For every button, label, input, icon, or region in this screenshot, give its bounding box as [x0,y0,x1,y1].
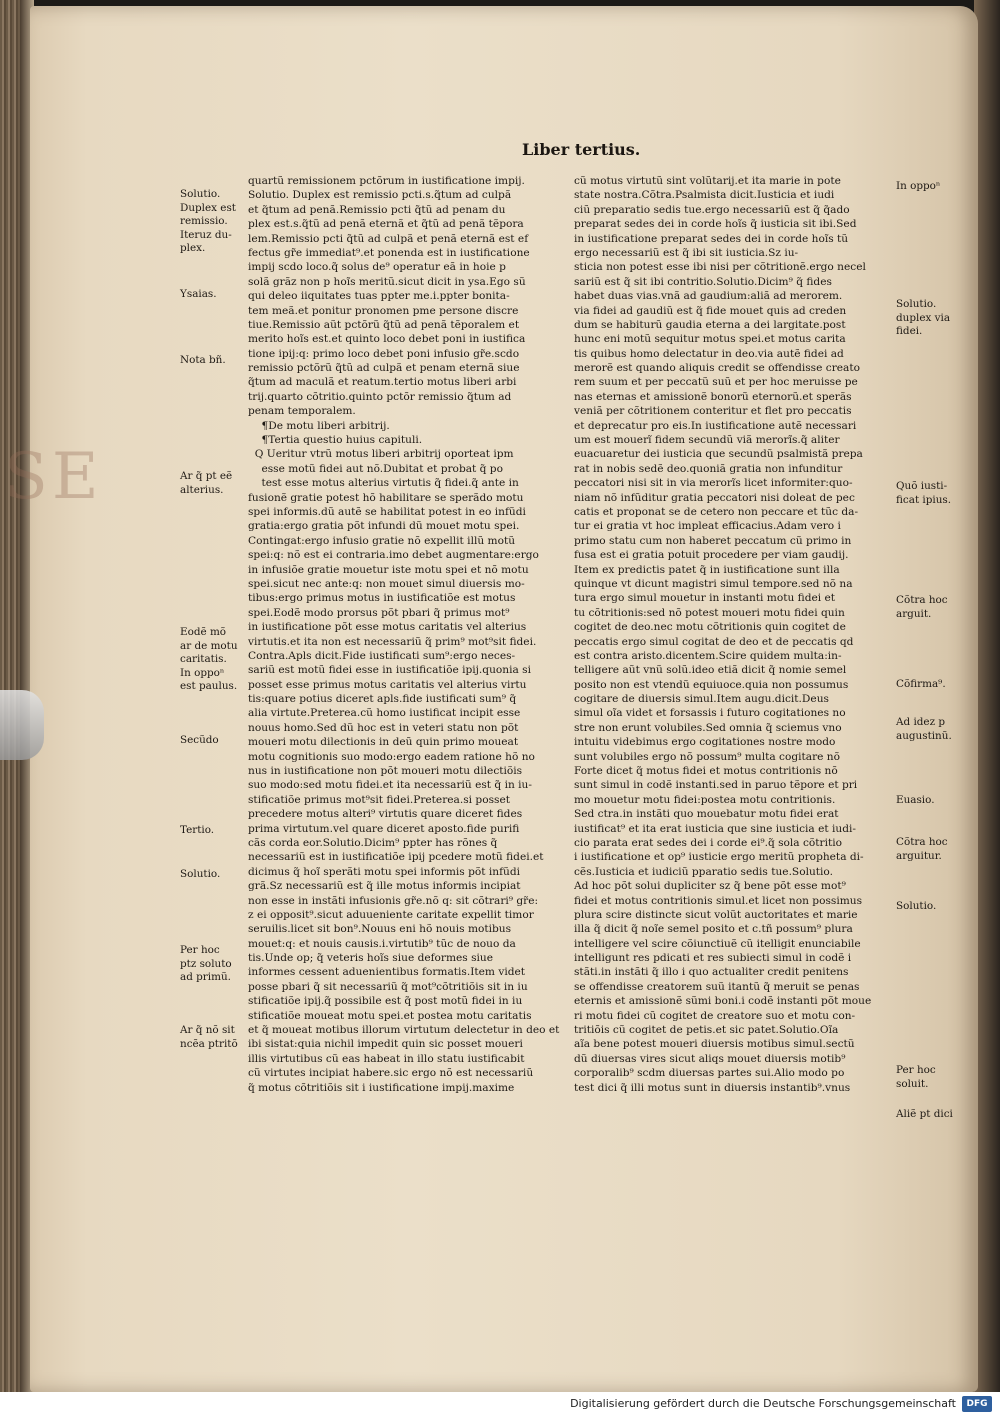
text-line-right: via fidei ad gaudiũ est q̃ fide mouet quis ad creden [574,304,847,317]
gloss-confirmatur: Cõfirma⁹. [896,678,946,690]
text-line-left: motu cognitionis suo modo:ergo eadem ratione hõ no [248,750,535,763]
gloss-per-hoc-soluit: Per hoc soluit. [896,1064,936,1090]
text-line-left: alia virtute.Preterea.cũ homo iustificat incipit esse [248,707,521,720]
text-line-right: eternis et amissionẽ sũmi boni.i codẽ instanti põt moue [574,995,872,1008]
text-line-left: tis.Unde op; q̃ veteris hoĩs siue deformes siue [248,952,494,965]
text-line-right: stãti.in instãti q̃ illo i quo actualiter credit penitens [574,966,849,979]
text-line-right: posito non est vtendũ equiuoce.quia non possumus [574,678,849,691]
text-line-right: in iustificatione preparat sedes dei in corde hoĩs tũ [574,232,849,245]
text-line-left: nouus homo.Sed dũ hoc est in veteri statu non põt [248,721,519,734]
text-line-left: suo modo:sed motu fidei.et ita necessariũ est q̃ in iu- [248,779,532,792]
gloss-quo-iustificat: Quõ iusti- ficat ipius. [896,480,952,506]
text-line-left: plex est.s.q̃tũ ad penã eternã et q̃tũ ad penã tẽpora [248,218,524,231]
text-line-left: nus in iustificatione non põt moueri motu dilectiõis [248,765,523,778]
text-line-left: posset esse primus motus caritatis vel alterius virtu [248,678,527,691]
text-line-right: tu cõtritionis:sed nõ potest moueri motu fidei quin [574,606,845,619]
text-line-left: Contingat:ergo infusio gratie nõ expellit illũ motũ [248,534,516,547]
text-line-left: merito hoĩs est.et quinto loco debet poni in iustifica [248,333,526,346]
text-line-right: aĩa bene potest moueri diuersis motibus simul.sectũ [574,1038,855,1051]
text-line-right: telligere aũt vnũ solũ.ideo etiã dicit q̃ nomie semel [574,664,847,677]
text-line-right: state nostra.Cõtra.Psalmista dicit.Iusticia et iudi [574,189,835,202]
dfg-logo: DFG [962,1396,992,1412]
text-line-right: fusa est ei gratia potuit procedere per viam gaudij. [574,549,849,562]
footer-bar [0,1392,1000,1418]
text-line-left: ibi sistat:quia nichil impedit quin sic posset moueri [248,1038,523,1051]
bleed-through-text: SE [4,440,103,514]
text-line-right: primo statu cum non haberet peccatum cũ primo in [574,534,852,547]
text-line-right: cio parata erat sedes dei i corde ei⁹.q̃ sola cõtritio [574,836,843,849]
text-line-left: grã.Sz necessariũ est q̃ ille motus informis incipiat [248,880,521,893]
text-line-left: impij scdo loco.q̃ solus de⁹ operatur eã in hoie p [248,261,506,274]
text-line-left: stificatiõe ipij.q̃ possibile est q̃ post motũ fidei in iu [248,995,523,1008]
text-line-left: q̃ motus cõtritiõis sit i iustificatione impij.maxime [248,1081,515,1094]
text-line-right: plura scire distincte sicut volũt auctoritates et marie [574,908,858,921]
text-line-right: euacuaretur dei iusticia que secundũ psalmistã prepa [574,448,863,461]
text-line-left: Contra.Apls dicit.Fide iustificati sum⁹:ergo neces- [248,649,516,662]
text-line-left: spei.sicut nec ante:q: non mouet simul diuersis mo- [248,577,525,590]
text-line-right: sunt volubiles ergo nõ possum⁹ multa cogitare nõ [574,750,841,763]
text-line-right: sunt simul in codẽ instanti.sed in paruo tẽpore et pri [574,779,858,792]
text-line-right: simul oĩa videt et forsassis i futuro cogitationes no [574,707,846,720]
running-header: Liber tertius. [522,140,641,159]
text-line-left: fusionẽ gratie potest hõ habilitare se sperãdo motu [248,491,524,504]
gloss-solutio-left: Solutio. [180,868,221,880]
text-line-right: dum se habiturũ gaudia eterna a dei largitate.post [574,318,846,331]
text-line-left: stificatiõe primus mot⁹sit fidei.Preterea.si posset [248,793,510,806]
text-line-right: cogitet de deo.nec motu cõtritionis quin cogitet de [574,621,846,634]
text-line-left: mouet:q: et nouis causis.i.virtutib⁹ tũc de nouo da [248,937,516,950]
text-line-left: esse motũ fidei aut nõ.Dubitat et probat q̃ po [248,462,503,475]
gloss-ad-idem-augustinum: Ad idez p augustinũ. [896,716,952,742]
text-line-left: ¶Tertia questio huius capituli. [248,434,423,447]
text-line-left: in infusiõe gratie mouetur iste motu spei et nõ motu [248,563,529,576]
text-line-right: illa q̃ dicit q̃ noĩe semel posito et c.tñ possum⁹ plura [574,923,853,936]
text-line-right: Forte dicet q̃ motus fidei et motus contritionis nõ [574,765,838,778]
text-line-right: i iustificatione et op⁹ iusticie ergo meritũ propheta di- [574,851,864,864]
text-line-left: tibus:ergo primus motus in iustificatiõe est motus [248,592,516,605]
text-line-right: iustificat⁹ et ita erat iusticia que sine iusticia et iudi- [574,822,856,835]
gloss-nota-bene: Nota bñ. [180,354,226,366]
text-line-right: corporalib⁹ scdm diuersas partes sui.Alio modo po [574,1067,845,1080]
text-line-right: est contra aristo.dicentem.Scire quidem multa:in- [574,649,842,662]
text-column-left [248,174,570,1164]
text-line-left: et q̃ moueat motibus illorum virtutum delectetur in deo et [248,1024,560,1037]
text-line-left: tione ipij:q: primo loco debet poni infusio gr̃e.scdo [248,347,520,360]
text-line-left: sariũ est motũ fidei esse in iustificatiõe ipij.quonia si [248,664,532,677]
gloss-euasio: Euasio. [896,794,935,806]
text-line-right: sticia non potest esse ibi nisi per cõtritionẽ.ergo necel [574,261,866,274]
text-line-left: dicimus q̃ hoĩ sperãti motu spei informis põt infũdi [248,865,520,878]
text-line-left: remissio pctõrũ q̃tũ ad culpã et penam eternã siue [248,362,520,375]
text-line-right: fidei et motus contritionis simul.et licet non possimus [574,894,863,907]
text-line-right: rat in nobis sedẽ deo.quoniã gratia non infunditur [574,462,843,475]
text-line-left: penam temporalem. [248,405,356,418]
text-line-left: et q̃tum ad penã.Remissio pcti q̃tũ ad penam du [248,203,506,216]
text-line-left: Q Ueritur vtrũ motus liberi arbitrij oporteat ipm [248,448,514,461]
text-line-right: um est mouerĩ fidem secundũ viã merorĩs.q̃ aliter [574,434,840,447]
text-line-right: Item ex predictis patet q̃ in iustificatione sunt illa [574,563,840,576]
text-line-right: cogitare de diuersis simul.Item augu.dicit.Deus [574,693,829,706]
gloss-tertio: Tertio. [180,824,215,836]
gloss-solutio-duplex: Solutio. Duplex est remissio. Iteruz du- plex. [180,188,236,254]
text-line-left: cũ virtutes incipiat habere.sic ergo nõ est necessariũ [248,1067,534,1080]
text-line-left: prima virtutum.vel quare diceret aposto.fide purifi [248,822,520,835]
gloss-secundo: Secũdo [180,734,219,746]
text-line-right: habet duas vias.vnã ad gaudium:aliã ad merorem. [574,290,843,303]
text-line-right: tur ei gratia vt hoc impleat efficacius.Adam vero i [574,520,841,533]
text-line-right: quinque vt dicunt magistri simul tempore.sed nõ na [574,577,853,590]
text-line-left: seruilis.licet sit bon⁹.Nouus eni hõ nouis motibus [248,923,512,936]
text-line-left: moueri motu dilectionis in deũ quin primo moueat [248,736,519,749]
text-line-right: hunc eni motũ sequitur motus spei.et motus carita [574,333,846,346]
text-line-right: ciũ preparatio sedis tue.ergo necessariũ est q̃ q̃ado [574,203,850,216]
text-line-right: ergo necessariũ est q̃ ibi sit iusticia.Sz iu- [574,246,799,259]
text-line-right: nas eternas et amissionẽ bonorũ eternorũ.et sperãs [574,390,852,403]
gloss-ysaias: Ysaias. [180,288,217,300]
gloss-aliter-potest-dici: Aliẽ pt dici [896,1108,953,1120]
text-line-left: gratia:ergo gratia põt infundi dũ mouet motu spei. [248,520,520,533]
text-line-right: intuitu videbimus ergo cogitationes nostre modo [574,736,836,749]
text-line-right: preparat sedes dei in corde hoĩs q̃ iusticia sit ibi.Sed [574,218,857,231]
text-line-right: et deprecatur pro eis.In iustificatione autẽ necessari [574,419,857,432]
text-line-right: test dici q̃ illi motus sunt in diuersis instantib⁹.vnus [574,1081,851,1094]
text-line-left: q̃tum ad maculã et reatum.tertio motus liberi arbi [248,376,517,389]
text-line-left: stificatiõe moueat motu spei.et postea motu caritatis [248,1009,532,1022]
gloss-ar-alterius: Ar q̃ pt eẽ alterius. [180,470,233,496]
text-line-right: dũ diuersas vires sicut aliqs mouet diuersis motib⁹ [574,1052,846,1065]
text-line-left: ¶De motu liberi arbitrij. [248,419,390,432]
text-line-right: intelligunt res pdicati et res subiecti simul in codẽ i [574,952,852,965]
text-line-left: quartũ remissionem pctõrum in iustificatione impij. [248,175,525,187]
gloss-per-hoc-left: Per hoc ptz soluto ad primũ. [180,944,232,983]
text-line-left: tem meã.et ponitur pronomen pme persone discre [248,304,519,317]
text-line-left: virtutis.et ita non est necessariũ q̃ prim⁹ mot⁹sit fidei. [248,635,537,648]
gloss-solutio-right: Solutio. [896,900,937,912]
gloss-contra-hoc-2: Cõtra hoc arguitur. [896,836,948,862]
text-line-left: cãs corda eor.Solutio.Dicim⁹ ppter has rõnes q̃ [248,836,498,849]
text-line-left: fectus gr̃e immediat⁹.et ponenda est in iustificatione [248,246,530,259]
text-line-left: qui deleo iiquitates tuas ppter me.i.ppter bonita- [248,290,510,303]
text-line-right: intelligere vel scire cõiunctiuẽ cũ itelligit enunciabile [574,937,861,950]
gloss-contra-hoc-1: Cõtra hoc arguit. [896,594,948,620]
text-line-left: illis virtutibus cũ eas habeat in illo statu iustificabit [248,1052,525,1065]
text-line-left: non esse in instãti infusionis gr̃e.nõ q: sit cõtrari⁹ gr̃e: [248,894,539,907]
text-line-right: peccatis ergo simul cogitat de deo et de peccatis qd [574,635,854,648]
text-line-right: Ad hoc põt solui dupliciter sz q̃ bene põt esse mot⁹ [574,880,846,893]
text-line-right: peccatori nisi sit in via merorĩs licet informiter:quo- [574,477,853,490]
text-line-right: niam nõ infũditur gratia peccatori nisi doleat de pec [574,491,855,504]
text-line-right: merorẽ est quando aliquis credit se offendisse creato [574,362,860,375]
text-line-right: cẽs.Iusticia et iudiciũ pparatio sedis tue.Solutio. [574,865,833,878]
text-line-right: tis quibus homo delectatur in deo.via autẽ fidei ad [574,347,844,360]
text-line-right: tura ergo simul mouetur in instanti motu fidei et [574,592,836,605]
text-line-left: posse pbari q̃ sit necessariũ q̃ mot⁹cõtritiõis sit in iu [248,980,528,993]
text-line-right: tritiõis cũ cogitet de petis.et sic patet.Solutio.Oĩa [574,1024,839,1037]
text-line-left: solã grãz non p hoĩs meritũ.sicut dicit in ysa.Ego sũ [248,275,526,288]
text-line-left: spei.Eodẽ modo prorsus põt pbari q̃ primus mot⁹ [248,606,510,619]
gloss-solutio-via: Solutio. duplex via fidei. [896,298,951,337]
text-line-left: precedere motus alteri⁹ virtutis quare diceret fides [248,808,523,821]
text-line-left: trij.quarto cõtritio.quinto pctõr remissio q̃tum ad [248,390,512,403]
text-line-left: necessariũ est in iustificatiõe ipij pcedere motũ fidei.et [248,851,544,864]
gloss-eodem-modo: Eodẽ mõ ar de motu caritatis. In oppoⁿ est paulus. [180,626,238,692]
gloss-ar-contritio: Ar q̃ nõ sit ncẽa ptritõ [180,1024,238,1050]
text-line-right: se offendisse creatorem suũ itantũ q̃ meruit se penas [574,980,860,993]
text-column-right [574,174,896,1174]
text-line-left: tiue.Remissio aũt pctõrũ q̃tũ ad penã tẽporalem et [248,318,520,331]
page-clip [0,690,44,760]
text-line-left: spei:q: nõ est ei contraria.imo debet augmentare:ergo [248,549,539,562]
text-line-right: sariũ est q̃ sit ibi contritio.Solutio.Dicim⁹ q̃ fides [574,275,832,288]
text-line-right: cũ motus virtutũ sint volũtarij.et ita marie in pote [574,175,841,187]
text-line-right: mo mouetur motu fidei:postea motu contritionis. [574,793,836,806]
text-line-right: Sed ctra.in instãti quo mouebatur motu fidei erat [574,808,839,821]
text-line-right: veniã per cõtritionem conteritur et flet pro peccatis [574,405,852,418]
text-line-right: rem suum et per peccatũ suũ et per hoc meruisse pe [574,376,858,389]
text-line-left: test esse motus alterius virtutis q̃ fidei.q̃ ante in [248,477,519,490]
text-line-left: lem.Remissio pcti q̃tũ ad culpã et penã eternã est ef [248,232,529,245]
text-line-left: Solutio. Duplex est remissio pcti.s.q̃tum ad culpã [248,189,512,202]
text-line-right: stre non erunt volubiles.Sed omnia q̃ sciemus vno [574,721,842,734]
text-line-right: catis et proponat se de cetero non peccare et tũc da- [574,505,859,518]
text-line-left: spei informis.dũ autẽ se habilitat potest in eo infũdi [248,505,526,518]
text-line-left: informes cessent aduenientibus formatis.Item videt [248,966,526,979]
text-line-left: z ei opposit⁹.sicut aduueniente caritate expellit timor [248,908,534,921]
text-line-left: tis:quare potius diceret apls.fide iustificati sum⁹ q̃ [248,693,517,706]
gloss-in-oppositum: In oppoⁿ [896,180,941,192]
text-line-right: ri motu fidei cũ cogitet de creatore suo et motu con- [574,1009,856,1022]
text-line-left: in iustificatione põt esse motus caritatis vel alterius [248,621,527,634]
funding-notice: Digitalisierung gefördert durch die Deutsche Forschungsgemeinschaft [570,1397,956,1410]
